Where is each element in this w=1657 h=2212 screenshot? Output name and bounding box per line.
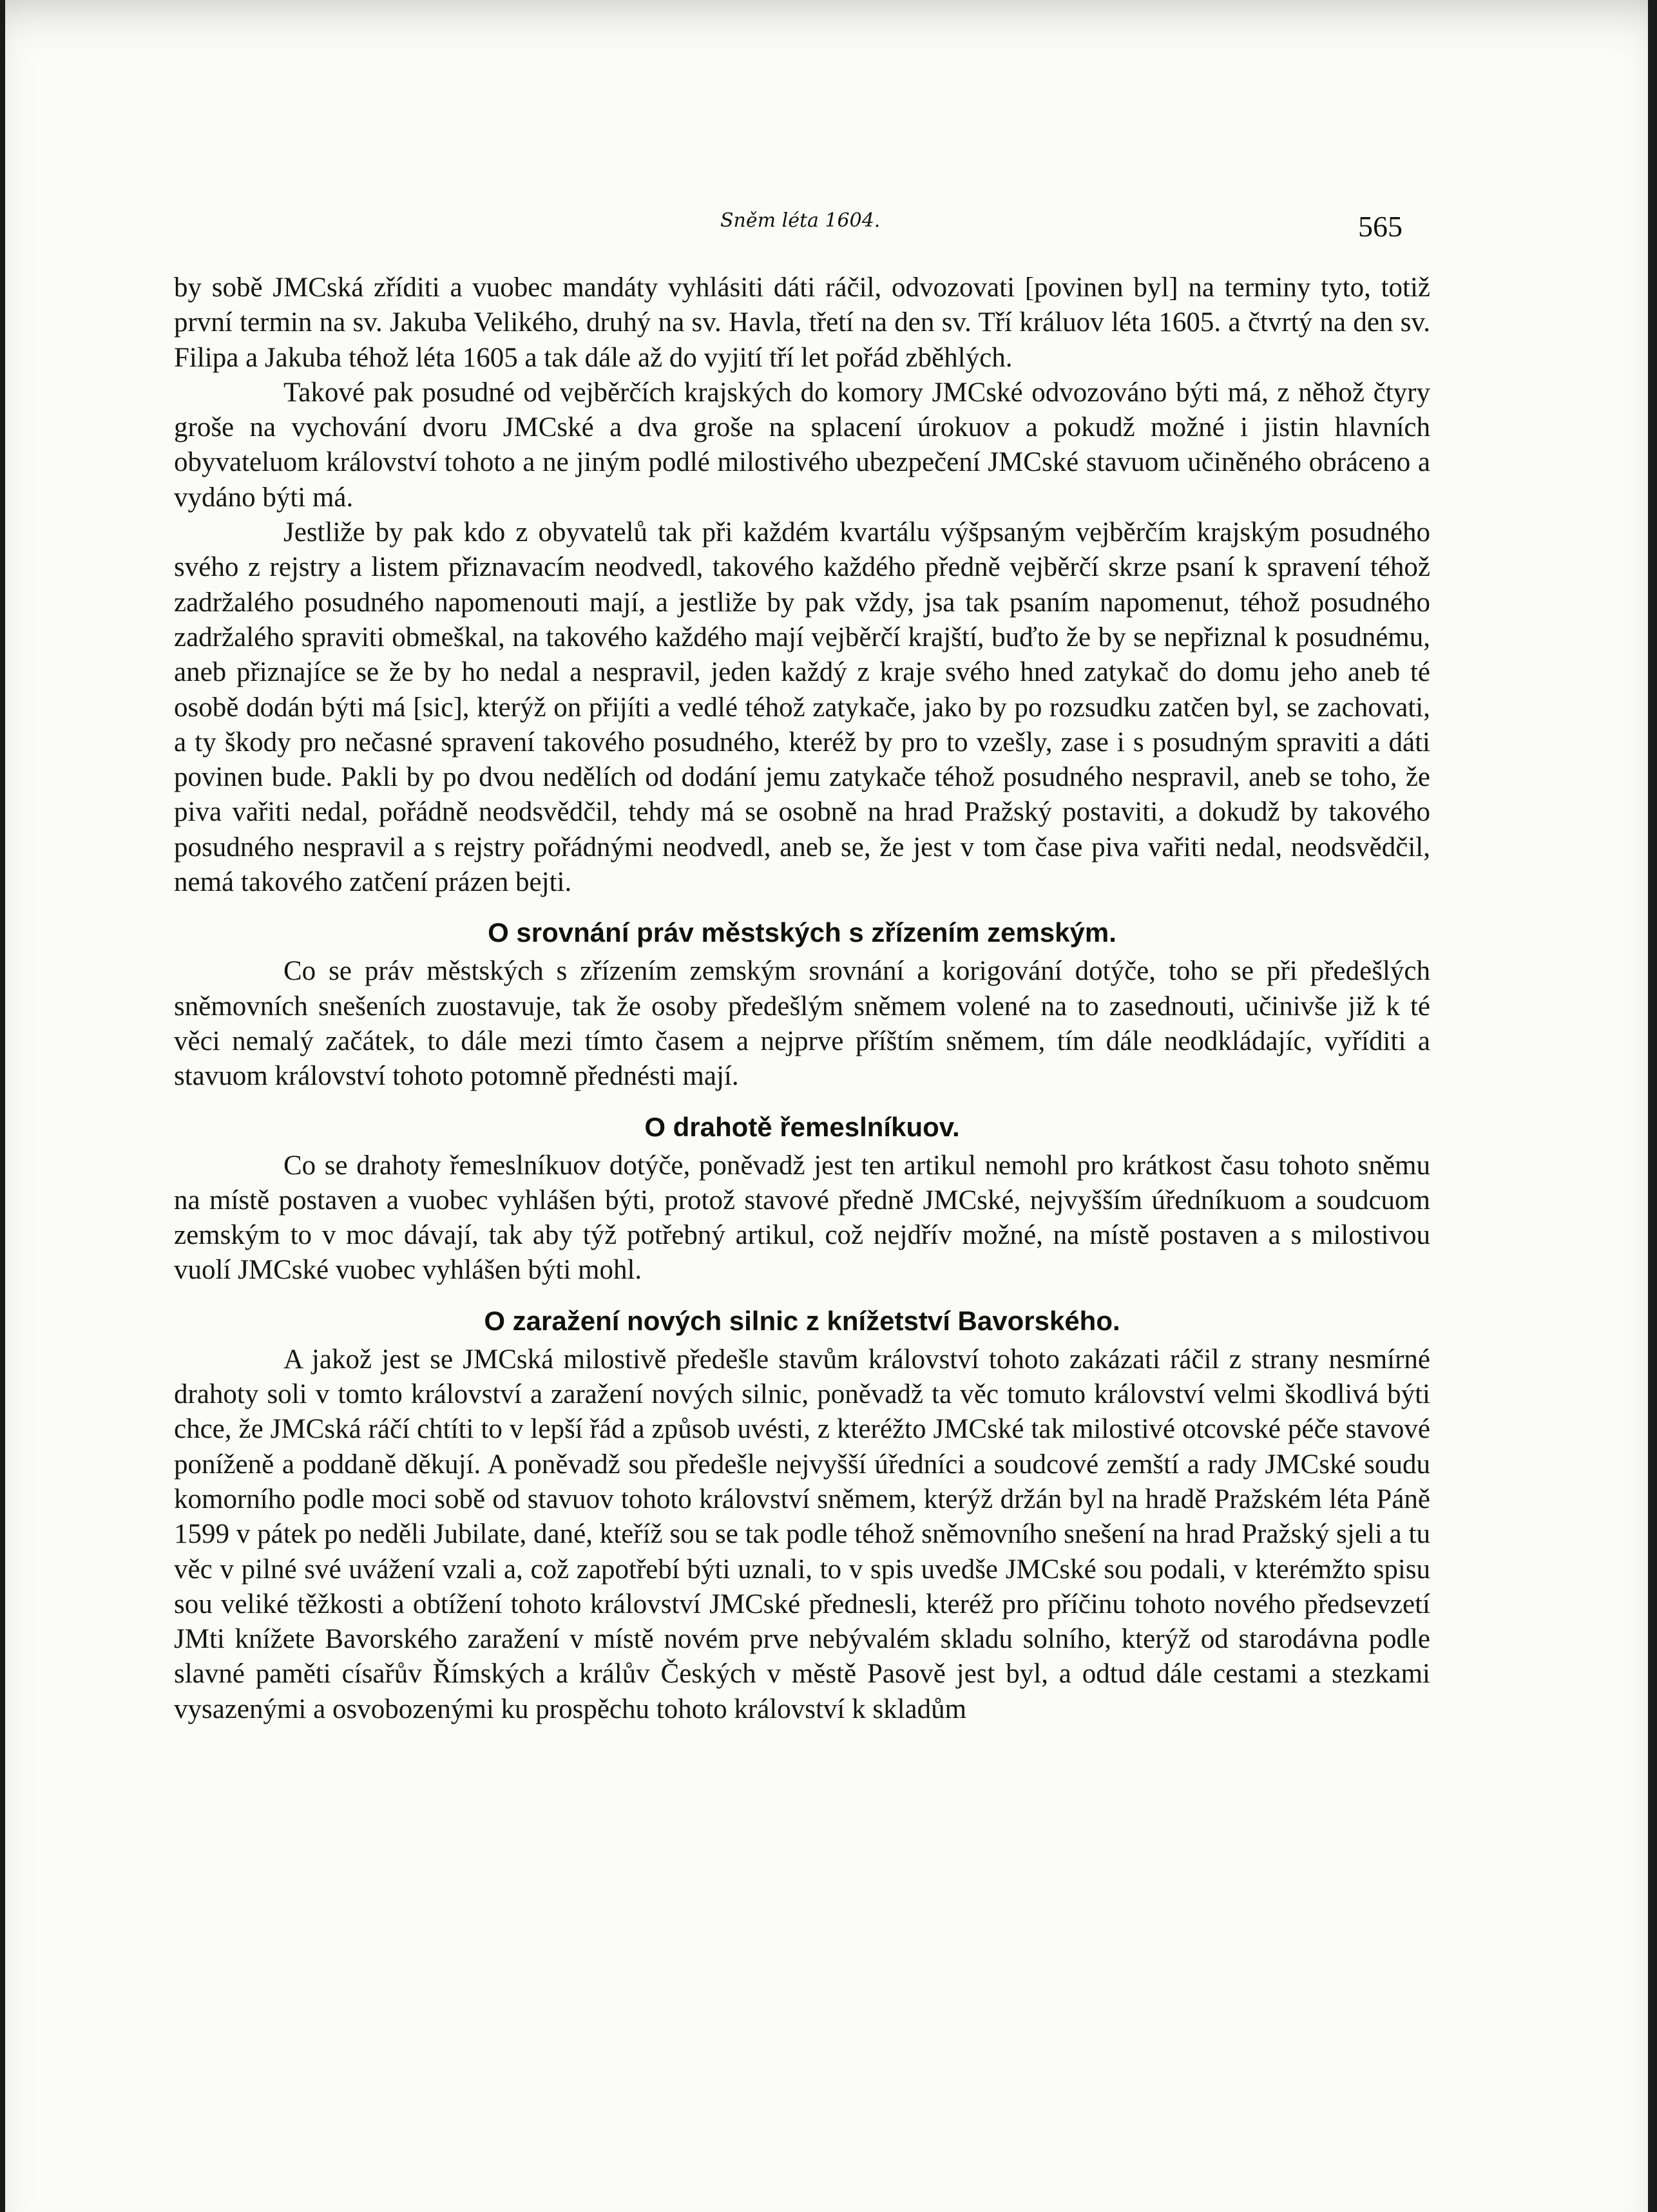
document-page (5, 0, 1648, 2212)
paragraph-2: Takové pak posudné od vejběrčích krajských do komory JMCské odvozováno býti má, z něhož čtyry groše na vychování dvoru JMCské a dva groše na splacení úrokuov a pokudž možné i jistin hlavních obyvateluom království tohoto a ne jiným podlé milostivého ubezpečení JMCské stavuom učiněného obráceno a vydáno býti má. (174, 377, 1430, 513)
section-heading-3: O zaražení nových silnic z knížetství Bavorského. (484, 1305, 1120, 1336)
section-heading-2: O drahotě řemeslníkuov. (644, 1111, 960, 1142)
paragraph-4: Co se práv městských s zřízením zemským srovnání a korigování dotýče, toho se při předešlých sněmovních snešeních zuostavuje, tak že osoby předešlým sněmem volené na to zasednouti, učinivše již k té věci nemalý začátek, to dále mezi tímto časem a nejprve příštím sněmem, tím dále neodkládajíc, vyříditi a stavuom království tohoto potomně přednésti mají. (174, 956, 1430, 1092)
paragraph-6: A jakož jest se JMCská milostivě předešle stavům království tohoto zakázati ráčil z strany nesmírné drahoty soli v tomto království a zaražení nových silnic, poněvadž ta věc tomuto království velmi škodlivá býti chce, že JMCská ráčí chtíti to v lepší řád a způsob uvésti, z kteréžto JMCské tak milostivé otcovské péče stavové poníženě a poddaně děkují. A poněvadž sou předešle nejvyšší úředníci a soudcové zemští a rady JMCské soudu komorního podle moci sobě od stavuov tohoto království sněmem, kterýž držán byl na hradě Pražském léta Páně 1599 v pátek po neděli Jubilate, dané, kteříž sou se tak podle téhož sněmovního snešení na hrad Pražský sjeli a tu věc v pilné své uvážení vzali a, což zapotřebí býti uznali, to v spis uvedše JMCské sou podali, v kterémžto spisu sou veliké těžkosti a obtížení tohoto království JMCské přednesli, kteréž pro příčinu tohoto nového předsevzetí JMti knížete Bavorského zaražení v místě novém prve nebývalém skladu solního, kterýž od starodávna podle slavné paměti císařův Římských a králův Českých v městě Pasově jest byl, a odtud dále cestami a stezkami vysazenými a osvobozenými ku prospěchu tohoto království k skladům (174, 1344, 1430, 1724)
paragraph-1: by sobě JMCská zříditi a vuobec mandáty vyhlásiti dáti ráčil, odvozovati [povinen byl] na terminy tyto, totiž první termin na sv. Jakuba Velikého, druhý na sv. Havla, třetí na den sv. Tří králuov léta 1605. a čtvrtý na den sv. Filipa a Jakuba téhož léta 1605 a tak dále až do vyjití tří let pořád zběhlých. (174, 272, 1430, 373)
running-title: Sněm léta 1604. (720, 209, 881, 232)
body-text (174, 271, 1430, 1727)
paragraph-5: Co se drahoty řemeslníkuov dotýče, poněvadž jest ten artikul nemohl pro krátkost času tohoto sněmu na místě postaven a vuobec vyhlášen býti, protož stavové předně JMCské, nejvyšším úředníkuom a soudcuom zemským to v moc dávají, tak aby týž potřebný artikul, což nejdřív možné, na místě postaven a s milostivou vuolí JMCské vuobec vyhlášen býti mohl. (174, 1150, 1430, 1286)
section-heading-1: O srovnání práv městských s zřízením zemským. (488, 917, 1116, 948)
page-number: 565 (1358, 210, 1403, 243)
paragraph-3: Jestliže by pak kdo z obyvatelů tak při každém kvartálu výšpsaným vejběrčím krajským posudného svého z rejstry a listem přiznavacím neodvedl, takového každého předně vejběrčí skrze psaní k spravení téhož zadržalého posudného napomenouti mají, a jestliže by pak vždy, jsa tak psaním napomenut, téhož posudného zadržalého spraviti obmeškal, na takového každého mají vejběrčí krajští, buďto že by se nepřiznal k posudnému, aneb přiznajíce se že by ho nedal a nespravil, jeden každý z kraje svého hned zatykač do domu jeho aneb té osobě dodán býti má [sic], kterýž on přijíti a vedlé téhož zatykače, jako by po rozsudku zatčen byl, se zachovati, a ty škody pro nečasné spravení takového posudného, kteréž by pro to vzešly, zase i s posudným spraviti a dáti povinen bude. Pakli by po dvou nedělích od dodání jemu zatykače téhož posudného nespravil, aneb se toho, že piva vařiti nedal, pořádně neodsvědčil, tehdy má se osobně na hrad Pražský postaviti, a dokudž by takového posudného nespravil a s rejstry pořádnými neodvedl, aneb se, že jest v tom čase piva vařiti nedal, neodsvědčil, nemá takového zatčení prázen bejti. (174, 517, 1430, 898)
